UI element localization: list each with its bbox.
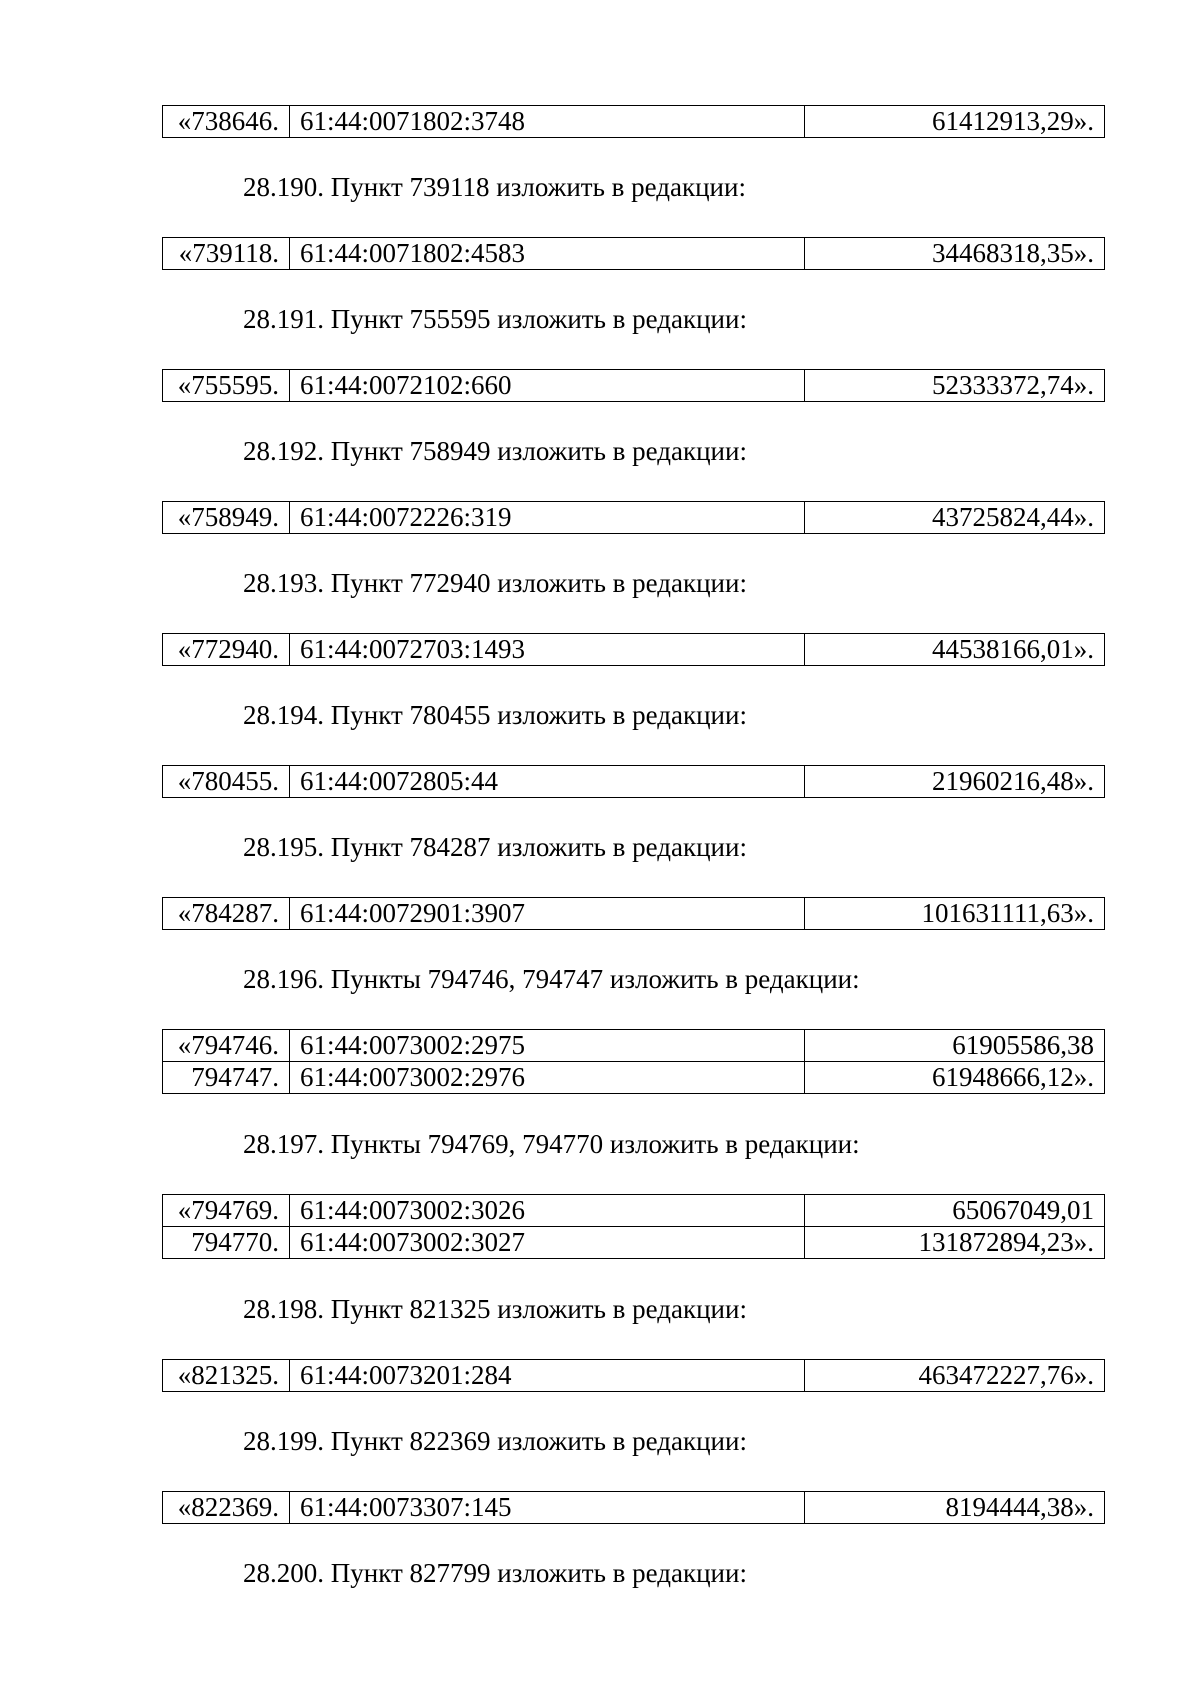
cadastral-number: 61:44:0073201:284	[290, 1360, 805, 1392]
cadastral-value: 61905586,38	[805, 1030, 1105, 1062]
paragraph-heading: 28.191. Пункт 755595 изложить в редакции:	[243, 304, 747, 334]
cadastral-number: 61:44:0072805:44	[290, 766, 805, 798]
cadastral-number: 61:44:0073002:2976	[290, 1062, 805, 1094]
table-row	[163, 1030, 1105, 1062]
paragraph-heading: 28.197. Пункты 794769, 794770 изложить в редакции:	[243, 1129, 860, 1159]
cadastral-value: 34468318,35».	[805, 238, 1105, 270]
entry-table	[162, 1194, 1105, 1259]
cadastral-number: 61:44:0071802:3748	[290, 106, 805, 138]
item-number: «758949.	[163, 502, 290, 534]
paragraph-heading: 28.190. Пункт 739118 изложить в редакции:	[243, 172, 746, 202]
cadastral-number: 61:44:0072102:660	[290, 370, 805, 402]
cadastral-number: 61:44:0073002:2975	[290, 1030, 805, 1062]
cadastral-value: 61412913,29».	[805, 106, 1105, 138]
item-number: 794770.	[163, 1227, 290, 1259]
table-row	[163, 634, 1105, 666]
table-row	[163, 1227, 1105, 1259]
cadastral-number: 61:44:0073002:3027	[290, 1227, 805, 1259]
paragraph-heading: 28.193. Пункт 772940 изложить в редакции:	[243, 568, 747, 598]
paragraph-heading: 28.199. Пункт 822369 изложить в редакции:	[243, 1426, 747, 1456]
entry-table	[162, 237, 1105, 270]
cadastral-number: 61:44:0073307:145	[290, 1492, 805, 1524]
table-row	[163, 1062, 1105, 1094]
cadastral-value: 52333372,74».	[805, 370, 1105, 402]
cadastral-value: 101631111,63».	[805, 898, 1105, 930]
paragraph-heading: 28.195. Пункт 784287 изложить в редакции:	[243, 832, 747, 862]
item-number: «738646.	[163, 106, 290, 138]
paragraph-heading: 28.200. Пункт 827799 изложить в редакции:	[243, 1558, 747, 1588]
entry-table	[162, 1491, 1105, 1524]
cadastral-number: 61:44:0072901:3907	[290, 898, 805, 930]
table-row	[163, 238, 1105, 270]
table-row	[163, 370, 1105, 402]
table-row	[163, 1360, 1105, 1392]
entry-table	[162, 897, 1105, 930]
entry-table	[162, 765, 1105, 798]
item-number: «784287.	[163, 898, 290, 930]
item-number: «822369.	[163, 1492, 290, 1524]
entry-table	[162, 1029, 1105, 1094]
entry-table	[162, 105, 1105, 138]
cadastral-value: 61948666,12».	[805, 1062, 1105, 1094]
item-number: «772940.	[163, 634, 290, 666]
cadastral-value: 8194444,38».	[805, 1492, 1105, 1524]
entry-table	[162, 501, 1105, 534]
item-number: «755595.	[163, 370, 290, 402]
table-row	[163, 1492, 1105, 1524]
paragraph-heading: 28.192. Пункт 758949 изложить в редакции:	[243, 436, 747, 466]
item-number: «780455.	[163, 766, 290, 798]
table-row	[163, 106, 1105, 138]
item-number: «739118.	[163, 238, 290, 270]
table-row	[163, 898, 1105, 930]
paragraph-heading: 28.198. Пункт 821325 изложить в редакции:	[243, 1294, 747, 1324]
cadastral-value: 131872894,23».	[805, 1227, 1105, 1259]
cadastral-number: 61:44:0072703:1493	[290, 634, 805, 666]
entry-table	[162, 633, 1105, 666]
cadastral-value: 43725824,44».	[805, 502, 1105, 534]
item-number: 794747.	[163, 1062, 290, 1094]
paragraph-heading: 28.196. Пункты 794746, 794747 изложить в редакции:	[243, 964, 860, 994]
paragraph-heading: 28.194. Пункт 780455 изложить в редакции:	[243, 700, 747, 730]
table-row	[163, 766, 1105, 798]
cadastral-value: 463472227,76».	[805, 1360, 1105, 1392]
table-row	[163, 502, 1105, 534]
cadastral-value: 65067049,01	[805, 1195, 1105, 1227]
entry-table	[162, 1359, 1105, 1392]
cadastral-number: 61:44:0071802:4583	[290, 238, 805, 270]
cadastral-value: 44538166,01».	[805, 634, 1105, 666]
table-row	[163, 1195, 1105, 1227]
cadastral-number: 61:44:0073002:3026	[290, 1195, 805, 1227]
cadastral-number: 61:44:0072226:319	[290, 502, 805, 534]
entry-table	[162, 369, 1105, 402]
item-number: «794746.	[163, 1030, 290, 1062]
cadastral-value: 21960216,48».	[805, 766, 1105, 798]
item-number: «821325.	[163, 1360, 290, 1392]
item-number: «794769.	[163, 1195, 290, 1227]
